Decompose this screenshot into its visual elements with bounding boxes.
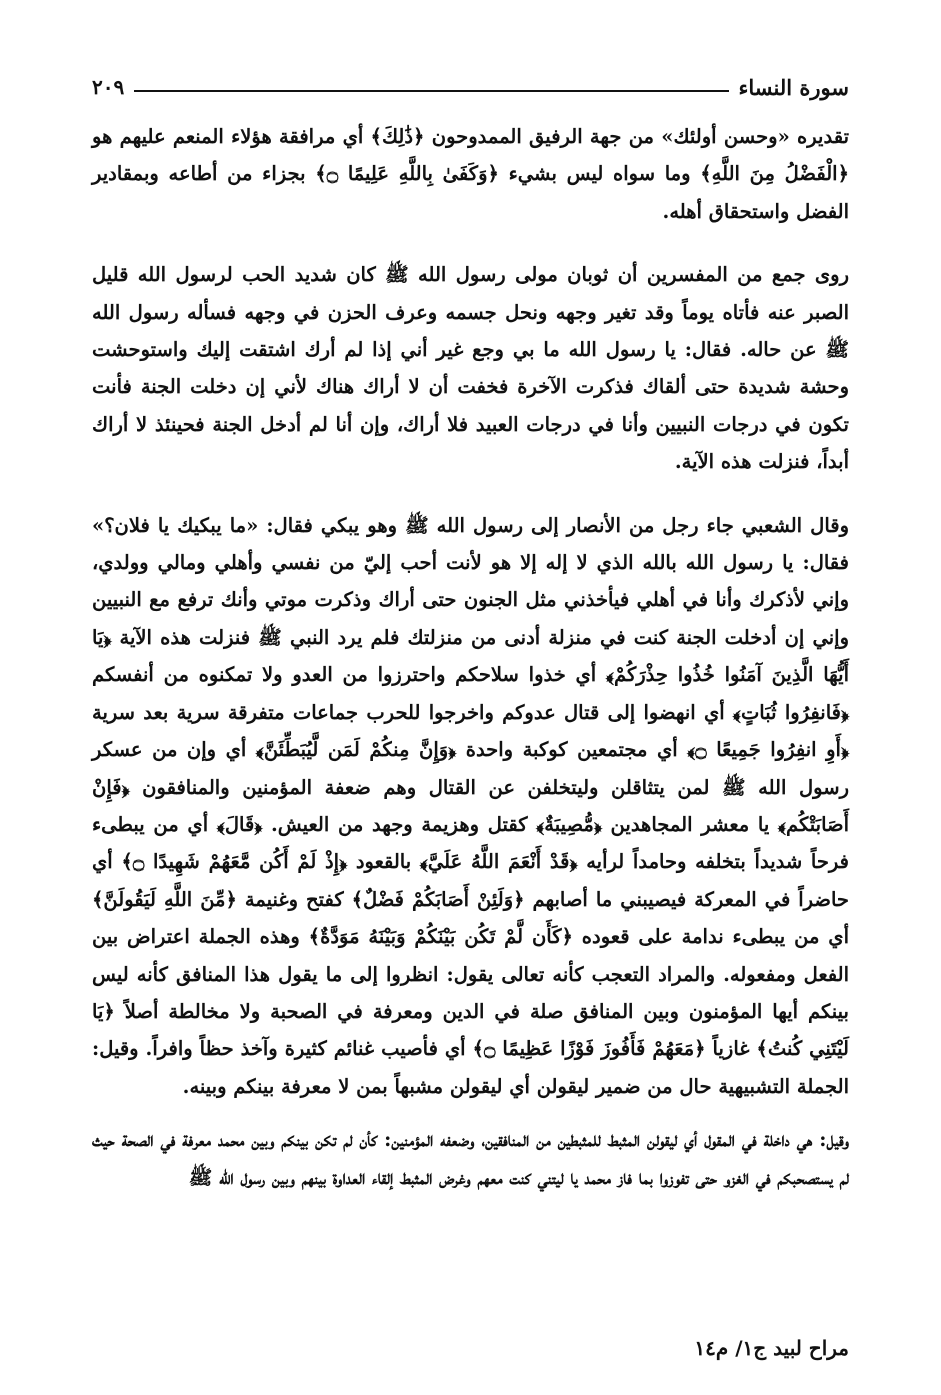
paragraph: وقال الشعبي جاء رجل من الأنصار إلى رسول الله ﷺ وهو يبكي فقال: «ما يبكيك يا فلان؟» فقال: يا رسول الله بالله الذي لا إله إلا هو لأنت أحب إليّ من نفسي وأهلي ومالي وولدي، وإني لأذكرك وأنا في أهلي فيأخذني مثل الجنون حتى أراك وذكرت موتي وأنك ترفع مع النبيين وإني إن أدخلت الجنة كنت في منزلة أدنى من منزلتك فلم يرد النبي ﷺ فنزلت هذه الآية ﴿يَا أَيُّهَا الَّذِينَ آمَنُوا خُذُوا حِذْرَكُمْ﴾ أي خذوا سلاحكم واحترزوا من العدو ولا تمكنوه من أنفسكم ﴿فَانفِرُوا ثُبَاتٍ﴾ أي انهضوا إلى قتال عدوكم واخرجوا للحرب جماعات متفرقة سرية بعد سرية ﴿أَوِ انفِرُوا جَمِيعًا ۝﴾ أي مجتمعين كوكبة واحدة ﴿وَإِنَّ مِنكُمْ لَمَن لَّيُبَطِّئَنَّ﴾ أي وإن من عسكر رسول الله ﷺ لمن يتثاقلن وليتخلفن عن القتال وهم ضعفة المؤمنين والمنافقون ﴿فَإِنْ أَصَابَتْكُم﴾ يا معشر المجاهدين ﴿مُّصِيبَةٌ﴾ كقتل وهزيمة وجهد من العيش. ﴿قَالَ﴾ أي من يبطىء فرحاً شديداً بتخلفه وحامداً لرأيه ﴿قَدْ أَنْعَمَ اللَّهُ عَلَيَّ﴾ بالقعود ﴿إِذْ لَمْ أَكُن مَّعَهُمْ شَهِيدًا ۝﴾ أي حاضراً في المعركة فيصيبني ما أصابهم ﴿وَلَئِنْ أَصَابَكُمْ فَضْلٌ﴾ كفتح وغنيمة ﴿مِّنَ اللَّهِ لَيَقُولَنَّ﴾ أي من يبطىء ندامة على قعوده ﴿كَأَن لَّمْ تَكُن بَيْنَكُمْ وَبَيْنَهُ مَوَدَّةٌ﴾ وهذه الجملة اعتراض بين الفعل ومفعوله. والمراد التعجب كأنه تعالى يقول: انظروا إلى ما يقول هذا المنافق كأنه ليس بينكم أيها المؤمنون وبين المنافق صلة في الدين ومعرفة في الصحبة ولا مخالطة أصلاً ﴿يَا لَيْتَنِي كُنتُ﴾ غازياً ﴿مَعَهُمْ فَأَفُوزَ فَوْزًا عَظِيمًا ۝﴾ أي فأصيب غنائم كثيرة وآخذ حظاً وافراً. وقيل: الجملة التشبيهية حال من ضمير ليقولن أي ليقولن مشبهاً بمن لا معرفة بينكم وبينه. bbox=[92, 513, 849, 1098]
page-body bbox=[92, 118, 849, 1196]
paragraph-gap bbox=[92, 230, 849, 256]
paragraph-gap bbox=[92, 1105, 849, 1121]
paragraph: روى جمع من المفسرين أن ثوبان مولى رسول الله ﷺ كان شديد الحب لرسول الله قليل الصبر عنه فأتاه يوماً وقد تغير وجهه ونحل جسمه وعرف الحزن في وجهه فسأله رسول الله ﷺ عن حاله. فقال: يا رسول الله ما بي وجع غير أني إذا لم أرك اشتقت إليك واستوحشت وحشة شديدة حتى ألقاك فذكرت الآخرة فخفت أن لا أراك هناك لأني إن دخلت الجنة فأنت تكون في درجات النبيين وأنا في درجات العبيد فلا أراك، وإن أنا لم أدخل الجنة فحينئذ لا أراك أبداً، فنزلت هذه الآية. bbox=[92, 263, 849, 474]
paragraph: وقيل: هي داخلة في المقول أي ليقولن المثبط للمثبطين من المنافقين، وضعفه المؤمنين: كأن لم تكن بينكم وبين محمد معرفة في الصحة حيث لم يستصحبكم في الغزو حتى تفوزوا بما فاز محمد يا ليتني كنت معهم وغرض المثبط إلقاء العداوة بينهم وبين رسول الله ﷺ bbox=[92, 1128, 849, 1189]
page-number: ٢٠٩ bbox=[92, 75, 125, 99]
surah-name: سورة النساء bbox=[738, 74, 849, 100]
paragraph-gap bbox=[92, 481, 849, 507]
paragraph: تقديره «وحسن أولئك» من جهة الرفيق الممدوحون ﴿ذَٰلِكَ﴾ أي مرافقة هؤلاء المنعم عليهم هو ﴿الْفَضْلُ مِنَ اللَّهِ﴾ وما سواه ليس بشيء ﴿وَكَفَىٰ بِاللَّهِ عَلِيمًا ۝﴾ بجزاء من أطاعه وبمقادير الفضل واستحقاق أهله. bbox=[92, 125, 849, 223]
header-rule bbox=[134, 90, 728, 92]
footer-signature: مراح لبيد ج١/ م١٤ bbox=[694, 1336, 849, 1360]
page-header bbox=[92, 70, 849, 104]
